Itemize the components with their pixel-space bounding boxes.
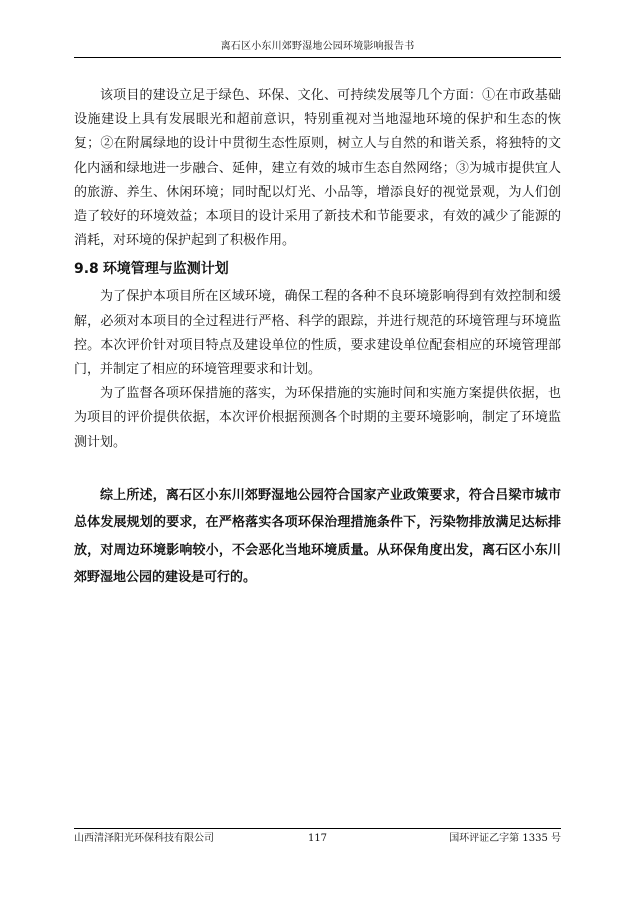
section-title-text: 环境管理与监测计划 [102, 261, 229, 278]
document-body [74, 84, 561, 592]
conclusion-paragraph: 综上所述，离石区小东川郊野湿地公园符合国家产业政策要求，符合吕梁市城市总体发展规划的要求，在严格落实各项环保治理措施条件下，污染物排放满足达标排放，对周边环境影响较小，不会恶化当地环境质量。从环保角度出发，离石区小东川郊野湿地公园的建设是可行的。 [74, 487, 561, 586]
footer-company: 山西清泽阳光环保科技有限公司 [74, 833, 214, 844]
body-paragraph-1: 该项目的建设立足于绿色、环保、文化、可持续发展等几个方面：①在市政基础设施建设上具有发展眼光和超前意识，特别重视对当地湿地环境的保护和生态的恢复；②在附属绿地的设计中贯彻生态性原则，树立人与自然的和谐关系，将独特的文化内涵和绿地进一步融合、延伸，建立有效的城市生态自然网络；③为城市提供宜人的旅游、养生、休闲环境；同时配以灯光、小品等，增添良好的视觉景观，为人们创造了较好的环境效益；本项目的设计采用了新技术和节能要求，有效的减少了能源的消耗，对环境的保护起到了积极作用。 [74, 88, 561, 249]
footer-divider [74, 828, 561, 829]
footer-certificate: 国环评证乙字第 1335 号 [449, 833, 561, 844]
section-number: 9.8 [74, 261, 99, 278]
body-paragraph-2: 为了保护本项目所在区域环境，确保工程的各种不良环境影响得到有效控制和缓解，必须对本项目的全过程进行严格、科学的跟踪，并进行规范的环境管理与环境监控。本次评价针对项目特点及建设单位的性质，要求建设单位配套相应的环境管理部门，并制定了相应的环境管理要求和计划。 [74, 289, 561, 378]
page-header-title: 离石区小东川郊野湿地公园环境影响报告书 [220, 41, 415, 52]
footer-page-number: 117 [307, 833, 328, 844]
section-heading [74, 257, 561, 281]
header-divider [74, 57, 561, 58]
body-paragraph-3: 为了监督各项环保措施的落实，为环保措施的实施时间和实施方案提供依据，也为项目的评价提供依据，本次评价根据预测各个时期的主要环境影响，制定了环境监测计划。 [74, 386, 561, 450]
page-footer [74, 832, 561, 846]
